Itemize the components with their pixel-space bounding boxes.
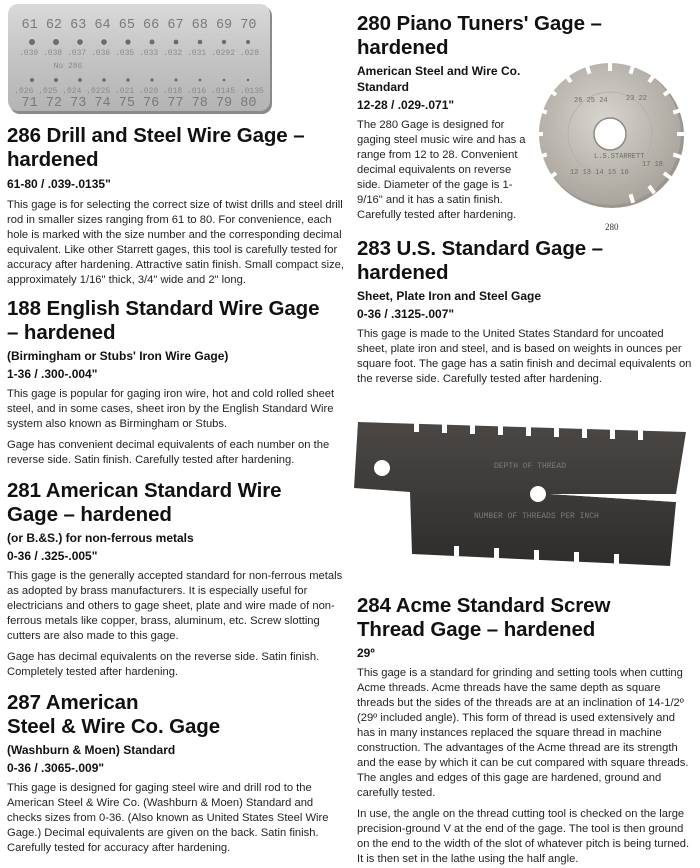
gage-280-caption: 280 bbox=[605, 222, 619, 232]
section-283 bbox=[357, 237, 693, 387]
section-284-spec: 29º bbox=[357, 646, 375, 660]
section-280 bbox=[357, 12, 693, 113]
section-283-title: 283 U.S. Standard Gage – hardened bbox=[357, 237, 603, 284]
section-284 bbox=[357, 594, 693, 867]
section-283-spec: 0-36 / .3125-.007" bbox=[357, 307, 455, 321]
svg-text:L.S.STARRETT: L.S.STARRETT bbox=[594, 153, 645, 161]
gage-286-decimal-row-1: .039 .038 .037 .036 .035 .033 .032 .031 .0292 .028 bbox=[18, 49, 260, 58]
section-281 bbox=[7, 479, 347, 680]
section-188-subtitle: (Birmingham or Stubs' Iron Wire Gage) bbox=[7, 349, 229, 363]
section-280-spec: 12-28 / .029-.071" bbox=[357, 98, 455, 112]
svg-text:17 18: 17 18 bbox=[642, 161, 664, 169]
gage-286-decimal-row-2: .026 .025 .024 .0225 .021 .020 .018 .016 .0145 .0135 bbox=[14, 87, 264, 96]
section-280-body: The 280 Gage is designed for gaging steel music wire and has a range from 12 to 28. Convenient decimal equivalents on reverse side. Diameter of the gage is 1-9/16" and it has a satin finish. Carefully tested after hardening. bbox=[357, 119, 526, 221]
section-280-subtitle: American Steel and Wire Co. Standard bbox=[357, 64, 521, 94]
section-281-body-1: This gage is the generally accepted standard for non-ferrous metals as adopted by brass manufacturers. It is especially useful for electricians and others to gage sheet, plate and wire made of non-ferrous metals like copper, brass, aluminum, etc. Screw slotting cutters are also made to this gage. bbox=[7, 570, 343, 642]
gage-286-top-numbers: 61 62 63 64 65 66 67 68 69 70 bbox=[21, 18, 257, 33]
section-284-title: 284 Acme Standard Screw Thread Gage – hardened bbox=[357, 594, 611, 641]
svg-text:26 25 24: 26 25 24 bbox=[574, 97, 608, 105]
gage-284-depth-label: DEPTH OF THREAD bbox=[494, 462, 567, 471]
section-280-title: 280 Piano Tuners' Gage – hardened bbox=[357, 12, 602, 59]
section-281-spec: 0-36 / .325-.005" bbox=[7, 549, 98, 563]
section-286-title: 286 Drill and Steel Wire Gage – hardened bbox=[7, 124, 305, 171]
section-283-body: This gage is made to the United States Standard for uncoated sheet, plate iron and steel, and is based on weights in ounces per square foot. The gage has a satin finish and decimal equivalents on the reverse side. Carefully tested after hardening. bbox=[357, 328, 692, 385]
section-188 bbox=[7, 297, 347, 468]
gage-286-bottom-numbers: 71 72 73 74 75 76 77 78 79 80 bbox=[21, 96, 257, 111]
section-283-subtitle: Sheet, Plate Iron and Steel Gage bbox=[357, 289, 542, 303]
section-287-subtitle: (Washburn & Moen) Standard bbox=[7, 743, 176, 757]
section-188-body-2: Gage has convenient decimal equivalents of each number on the reverse side. Satin finish. Carefully tested after hardening. bbox=[7, 439, 330, 466]
section-287-title: 287 American Steel & Wire Co. Gage bbox=[7, 691, 221, 738]
section-284-body-1: This gage is a standard for grinding and setting tools when cutting Acme threads. Acme threads have the same depth as square threads but the sides of the threads are at an inclination of 14-1/2º (29º included angle). This form of thread is used extensively and has in many instances replaced the square thread in machine construction. The advantages of the Acme thread are its strength and the ease by which it can be cut compared with square threads. The angles and edges of this gage are hardened, ground and carefully tested. bbox=[357, 667, 689, 799]
section-286 bbox=[7, 124, 347, 288]
section-286-body: This gage is for selecting the correct size of twist drills and steel drill rod in smaller sizes ranging from 61 to 80. For convenience, each hole is marked with the size number and the corresponding decimal equivalent. Like other Starrett gages, this tool is carefully tested for accuracy after hardening. Attractive satin finish. Small compact size, approximately 1/16" thick, 3/4" wide and 2" long. bbox=[7, 199, 345, 286]
svg-text:12 13 14 15 16: 12 13 14 15 16 bbox=[570, 169, 629, 177]
section-287-spec: 0-36 / .3065-.009" bbox=[7, 761, 105, 775]
section-287-body: This gage is designed for gaging steel wire and drill rod to the American Steel & Wire Co. (Washburn & Moen) Standard and checks sizes from 0-36. (Also known as United States Steel Wire Gage.) Decimal equivalents are given on the back. Satin finish. Carefully tested for accuracy after hardening. bbox=[7, 782, 329, 854]
section-286-spec: 61-80 / .039-.0135" bbox=[7, 177, 111, 191]
drill-gage-286-photo bbox=[8, 4, 274, 118]
gage-284-threads-label: NUMBER OF THREADS PER INCH bbox=[474, 512, 599, 521]
section-287 bbox=[7, 691, 347, 856]
section-188-body-1: This gage is popular for gaging iron wire, hot and cold rolled sheet steel, and in some cases, sheet iron by the English Standard Wire system also known as Birmingham or Stubs. bbox=[7, 388, 335, 430]
section-284-body-2: In use, the angle on the thread cutting tool is checked on the large precision-ground V at the end of the gage. The tool is then ground on the end to the width of the slot of whatever pitch is being turned. It is then set in the lathe using the half angle. bbox=[357, 808, 690, 865]
gage-286-model-mark: No 286 bbox=[53, 62, 83, 71]
section-281-title: 281 American Standard Wire Gage – hardened bbox=[7, 479, 282, 526]
section-281-subtitle: (or B.&S.) for non-ferrous metals bbox=[7, 531, 194, 545]
section-281-body-2: Gage has decimal equivalents on the reverse side. Satin finish. Completely tested after hardening. bbox=[7, 651, 320, 678]
section-188-title: 188 English Standard Wire Gage – hardened bbox=[7, 297, 320, 344]
acme-thread-gage-284-photo bbox=[354, 418, 690, 570]
svg-text:23 22: 23 22 bbox=[626, 95, 648, 103]
section-188-spec: 1-36 / .300-.004" bbox=[7, 367, 98, 381]
